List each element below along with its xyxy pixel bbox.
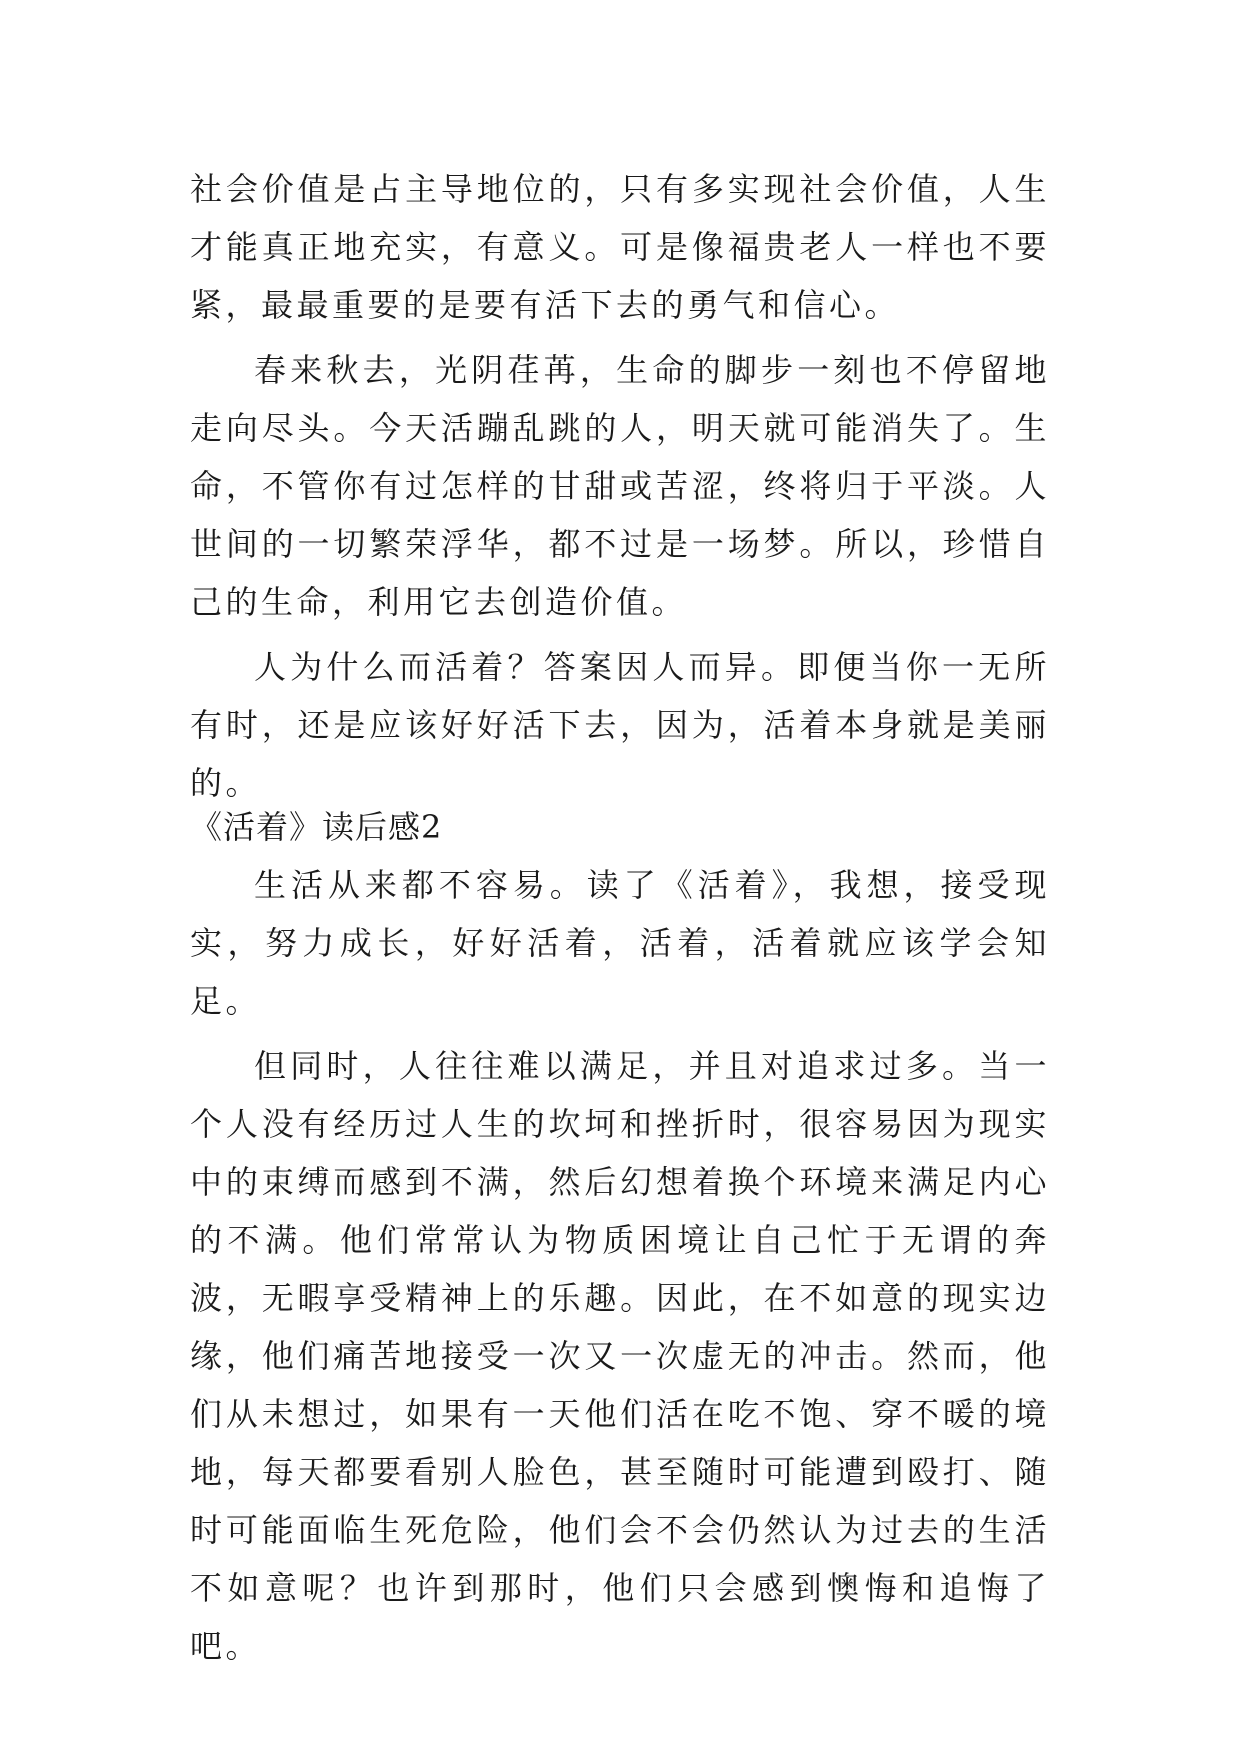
paragraph-why-live: 人为什么而活着？答案因人而异。即便当你一无所有时，还是应该好好活下去，因为，活着本身就是美丽的。 <box>190 648 1050 802</box>
paragraph-life-not-easy: 生活从来都不容易。读了《活着》，我想，接受现实，努力成长，好好活着，活着，活着就应该学会知足。 <box>190 866 1050 1020</box>
essay-heading: 《活着》读后感2 <box>190 808 443 846</box>
paragraph-life-passing: 春来秋去，光阴荏苒，生命的脚步一刻也不停留地走向尽头。今天活蹦乱跳的人，明天就可能消失了。生命，不管你有过怎样的甘甜或苦涩，终将归于平淡。人世间的一切繁荣浮华，都不过是一场梦。所以，珍惜自己的生命，利用它去创造价值。 <box>190 351 1050 621</box>
paragraph-dissatisfaction: 但同时，人往往难以满足，并且对追求过多。当一个人没有经历过人生的坎坷和挫折时，很容易因为现实中的束缚而感到不满，然后幻想着换个环境来满足内心的不满。他们常常认为物质困境让自己忙于无谓的奔波，无暇享受精神上的乐趣。因此，在不如意的现实边缘，他们痛苦地接受一次又一次虚无的冲击。然而，他们从未想过，如果有一天他们活在吃不饱、穿不暖的境地，每天都要看别人脸色，甚至随时可能遭到殴打、随时可能面临生死危险，他们会不会仍然认为过去的生活不如意呢？也许到那时，他们只会感到懊悔和追悔了吧。 <box>190 1047 1050 1665</box>
section-essay-2 <box>190 798 1050 1675</box>
section-continued-text <box>190 160 1050 812</box>
paragraph-continuation: 社会价值是占主导地位的，只有多实现社会价值，人生才能真正地充实，有意义。可是像福贵老人一样也不要紧，最最重要的是要有活下去的勇气和信心。 <box>190 170 1050 324</box>
